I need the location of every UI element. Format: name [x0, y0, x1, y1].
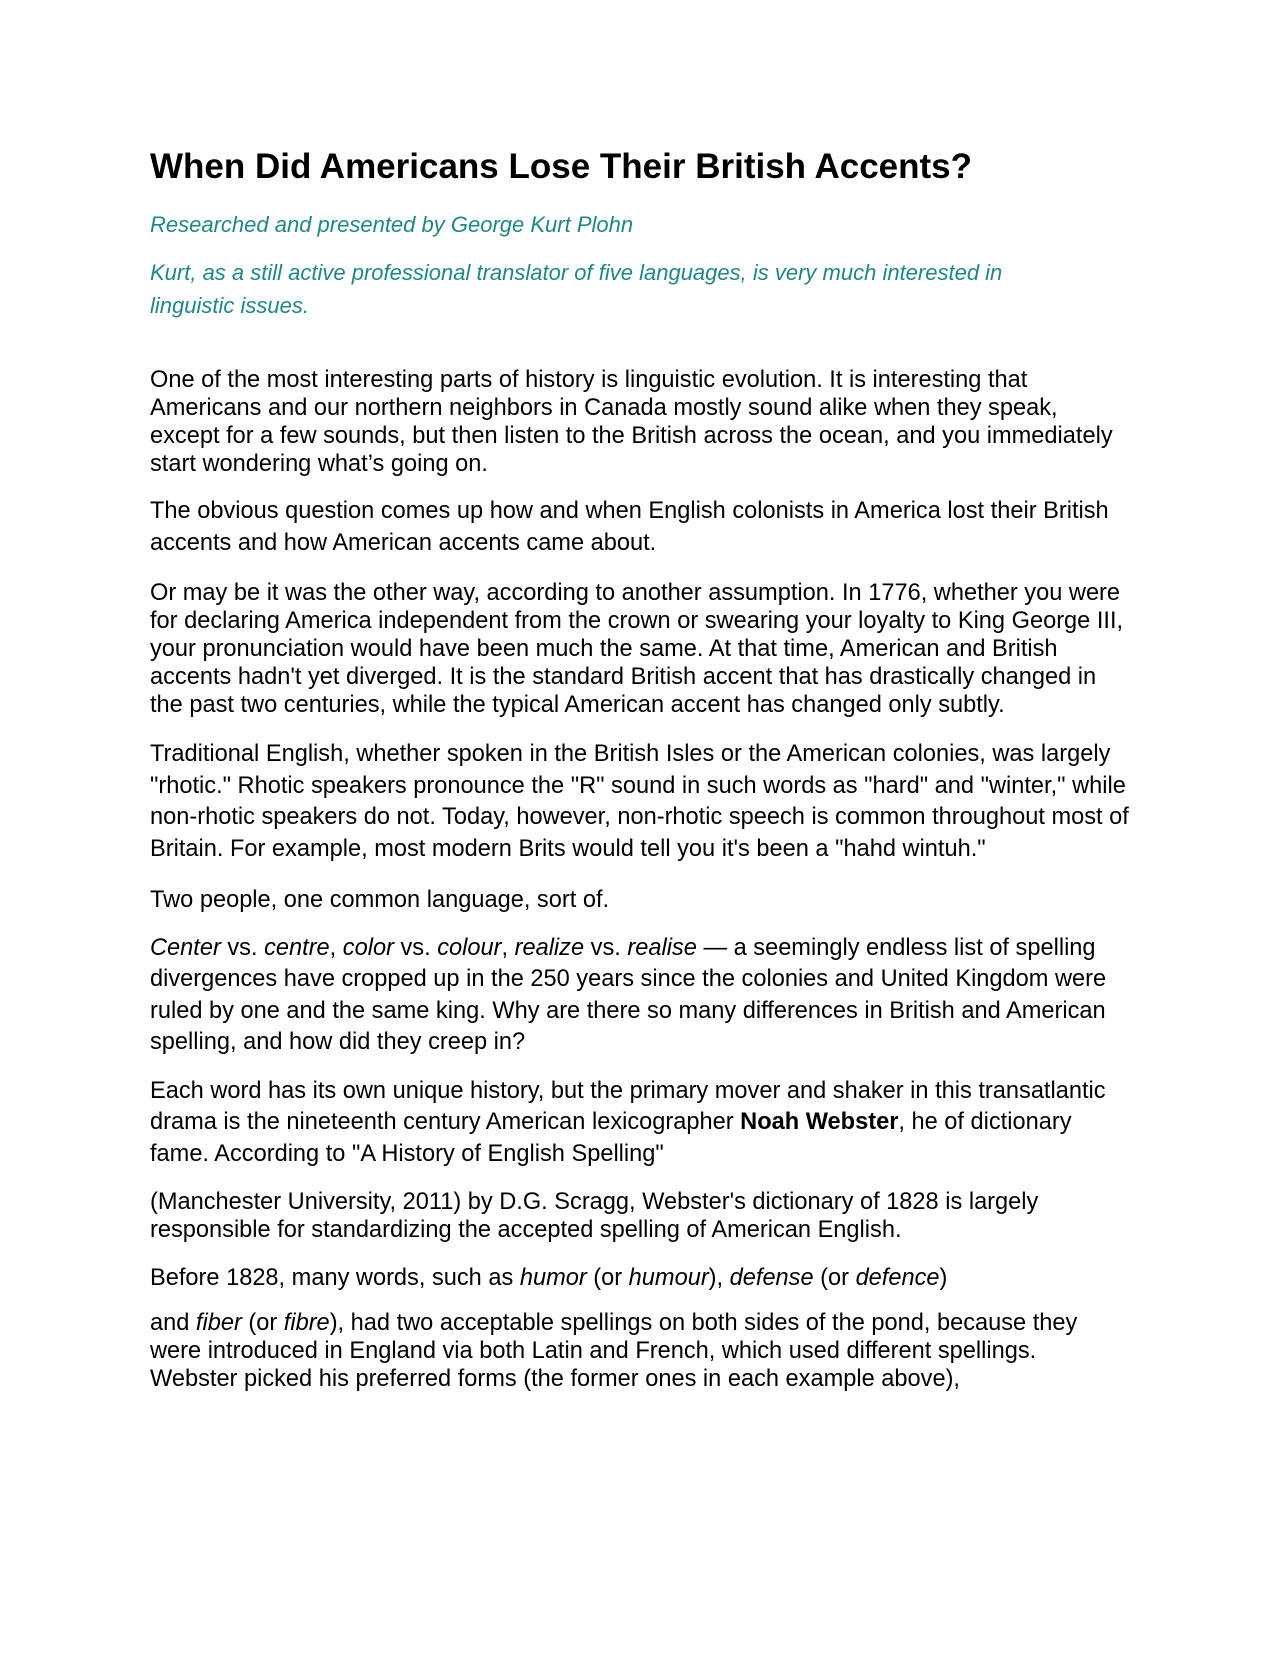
text-span: , he of dictionary fame. According to "A History of English Spelling"	[150, 1109, 1072, 1167]
text-span: (or	[586, 1265, 629, 1291]
text-span: vs.	[220, 934, 265, 961]
text-span: ,	[501, 934, 515, 961]
noah-webster-name: Noah Webster	[740, 1109, 899, 1135]
text-span: Each word has its own unique history, but the primary mover and shaker in this transatlantic drama is the nineteenth century American lexicographer	[150, 1077, 1106, 1135]
term-colour: colour	[437, 934, 502, 961]
term-color: color	[342, 934, 394, 961]
text-span: (or	[241, 1309, 284, 1336]
text-span: vs.	[584, 934, 628, 961]
term-defence: defence	[855, 1265, 940, 1291]
term-fibre: fibre	[283, 1309, 330, 1336]
paragraph-5: Two people, one common language, sort of.	[150, 887, 610, 913]
paragraph-1: One of the most interesting parts of history is linguistic evolution. It is interesting that Americans and our northern neighbors in Canada mostly sound alike when they speak, except for a few sounds, but then listen to the British across the ocean, and you immediately start wondering what’s going on.	[150, 367, 1113, 477]
text-span: ),	[708, 1265, 730, 1291]
term-humor: humor	[519, 1265, 587, 1291]
paragraph-6	[150, 933, 1130, 1059]
article-body	[150, 366, 1130, 1393]
text-span: vs.	[393, 934, 438, 961]
byline: Researched and presented by George Kurt Plohn	[150, 212, 634, 237]
paragraph-9	[150, 1263, 1130, 1295]
term-defense: defense	[729, 1265, 814, 1291]
paragraph-2: The obvious question comes up how and when English colonists in America lost their British accents and how American accents came about.	[150, 498, 1109, 556]
author-bio: Kurt, as a still active professional translator of five languages, is very much interested in linguistic issues.	[150, 260, 1003, 318]
paragraph-7	[150, 1076, 1130, 1171]
text-span: )	[939, 1265, 948, 1291]
text-span: (or	[813, 1265, 856, 1291]
term-fiber: fiber	[195, 1309, 242, 1336]
term-realise: realise	[627, 934, 697, 961]
paragraph-10	[150, 1309, 1130, 1393]
paragraph-4: Traditional English, whether spoken in the British Isles or the American colonies, was largely "rhotic." Rhotic speakers pronounce the "R" sound in such words as "hard" and "winter," while non-rhotic speakers do not. Today, however, non-rhotic speech is common throughout most of Britain. For example, most modern Brits would tell you it's been a "hahd wintuh."	[150, 741, 1129, 862]
text-span: — a seemingly endless list of spelling divergences have cropped up in the 250 years since the colonies and United Kingdom were ruled by one and the same king. Why are there so many differences in British and American spelling, and how did they creep in?	[150, 934, 1107, 1055]
document-title: When Did Americans Lose Their British Accents?	[150, 147, 973, 186]
paragraph-8: (Manchester University, 2011) by D.G. Scragg, Webster's dictionary of 1828 is largely responsible for standardizing the accepted spelling of American English.	[150, 1189, 1039, 1243]
term-center: Center	[150, 934, 221, 961]
term-centre: centre	[264, 934, 330, 961]
text-span: ), had two acceptable spellings on both sides of the pond, because they were introduced in England via both Latin and French, which used different spellings. Webster picked his preferred forms (the former ones in each example above),	[150, 1309, 1078, 1392]
text-span: and	[150, 1309, 196, 1336]
term-humour: humour	[628, 1265, 709, 1291]
text-span: Before 1828, many words, such as	[150, 1265, 520, 1291]
text-span: ,	[329, 934, 343, 961]
paragraph-3: Or may be it was the other way, according to another assumption. In 1776, whether you were for declaring America independent from the crown or swearing your loyalty to King George III, your pronunciation would have been much the same. At that time, American and British accents hadn't yet diverged. It is the standard British accent that has drastically changed in the past two centuries, while the typical American accent has changed only subtly.	[150, 580, 1124, 718]
term-realize: realize	[514, 934, 585, 961]
